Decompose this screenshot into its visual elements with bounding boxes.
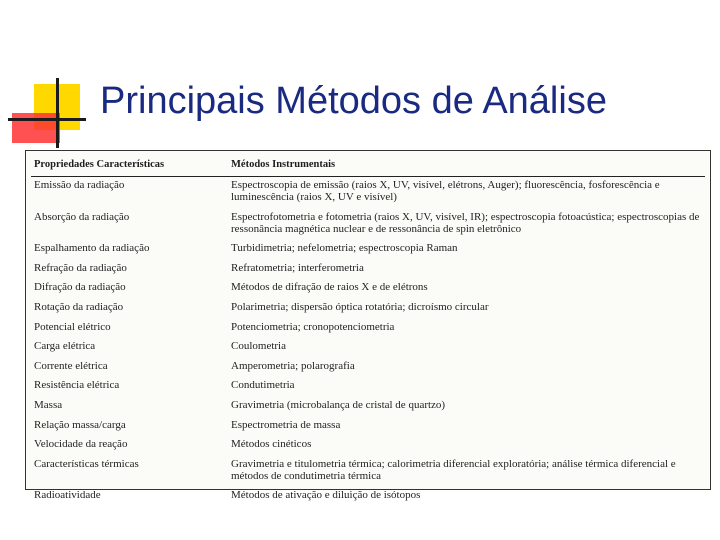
method-cell: Gravimetria e titulometria térmica; calorimetria diferencial exploratória; análise térmica diferencial e métodos de condutimetria térmica [231, 457, 676, 482]
table-row [26, 299, 710, 313]
property-cell: Absorção da radiação [34, 210, 130, 223]
method-cell: Espectrofotometria e fotometria (raios X, UV, visível, IR); espectroscopia fotoacústica; espectroscopias de ressonância magnética nuclear e de ressonância de spin eletrônico [231, 210, 700, 235]
property-cell: Características térmicas [34, 457, 139, 470]
method-cell: Métodos de difração de raios X e de elétrons [231, 281, 428, 294]
methods-table [25, 150, 711, 502]
method-cell: Turbidimetria; nefelometria; espectroscopia Raman [231, 242, 458, 255]
table-row [26, 436, 710, 450]
table-row [26, 279, 710, 293]
method-cell: Espectrometria de massa [231, 418, 341, 431]
method-cell: Gravimetria (microbalança de cristal de quartzo) [231, 398, 446, 411]
table-row [26, 240, 710, 254]
table-row [26, 397, 710, 411]
table-row [26, 358, 710, 372]
property-cell: Difração da radiação [34, 281, 126, 294]
method-cell: Condutimetria [231, 379, 295, 392]
table-row [26, 260, 710, 274]
property-cell: Carga elétrica [34, 340, 96, 353]
method-cell: Polarimetria; dispersão óptica rotatória; dicroísmo circular [231, 300, 489, 313]
property-cell: Radioatividade [34, 489, 101, 502]
method-cell: Coulometria [231, 340, 286, 353]
method-cell: Amperometria; polarografia [231, 359, 355, 372]
slide-title: Principais Métodos de Análise [100, 80, 607, 122]
table-row [26, 209, 710, 235]
table-body [26, 177, 710, 507]
table-row [26, 319, 710, 333]
property-cell: Rotação da radiação [34, 300, 124, 313]
header-methods: Métodos Instrumentais [231, 159, 336, 170]
table-row [26, 417, 710, 431]
table-row [26, 177, 710, 203]
table-row [26, 487, 710, 501]
property-cell: Refração da radiação [34, 261, 127, 274]
decorative-horizontal-line [8, 118, 86, 121]
method-cell: Refratometria; interferometria [231, 261, 364, 274]
table-row [26, 456, 710, 482]
method-cell: Potenciometria; cronopotenciometria [231, 320, 395, 333]
property-cell: Espalhamento da radiação [34, 242, 150, 255]
property-cell: Corrente elétrica [34, 359, 108, 372]
method-cell: Métodos cinéticos [231, 438, 312, 451]
property-cell: Velocidade da reação [34, 438, 128, 451]
property-cell: Massa [34, 398, 63, 411]
property-cell: Emissão da radiação [34, 179, 125, 191]
property-cell: Potencial elétrico [34, 320, 111, 333]
decorative-vertical-line [56, 78, 59, 148]
property-cell: Relação massa/carga [34, 418, 126, 431]
method-cell: Espectroscopia de emissão (raios X, UV, visível, elétrons, Auger); fluorescência, fosforescência e luminescência (raios X, UV e visível) [231, 179, 660, 203]
header-properties: Propriedades Características [34, 159, 165, 170]
table-row [26, 338, 710, 352]
table-row [26, 377, 710, 391]
method-cell: Métodos de ativação e diluição de isótopos [231, 489, 421, 502]
property-cell: Resistência elétrica [34, 379, 120, 392]
